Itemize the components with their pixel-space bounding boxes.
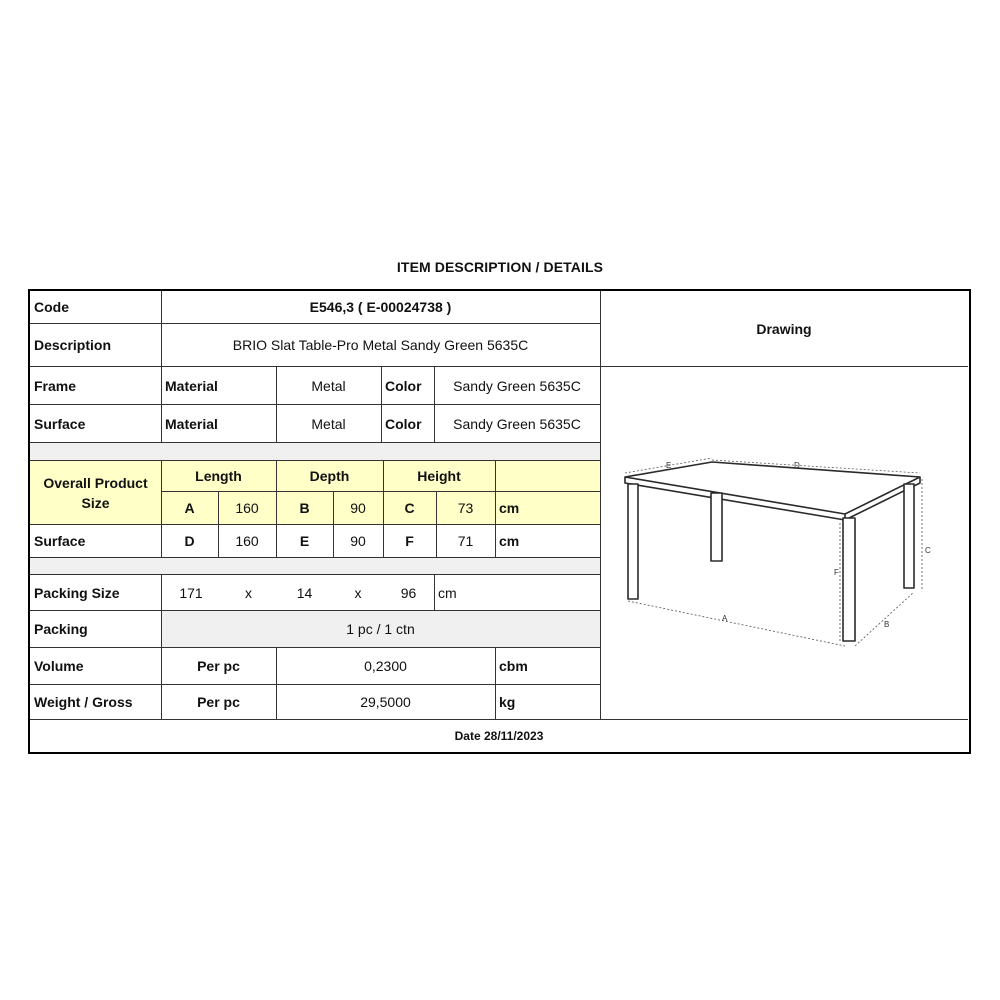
dim-b-letter: B [299, 500, 310, 516]
packing-size-unit: cm [438, 584, 457, 601]
frame-color-value: Sandy Green 5635C [453, 377, 581, 394]
code-label: Code [34, 299, 69, 315]
surface-color-label: Color [385, 415, 422, 432]
drawing-letter-d: D [794, 461, 800, 470]
weight-value: 29,5000 [360, 694, 411, 710]
weight-per: Per pc [197, 694, 240, 710]
frame-color-label: Color [385, 377, 422, 394]
volume-unit: cbm [499, 658, 528, 674]
code-value: E546,3 ( E-00024738 ) [309, 299, 452, 315]
surface-label: Surface [34, 415, 86, 432]
page-title: ITEM DESCRIPTION / DETAILS [396, 259, 604, 275]
drawing-letter-b: B [884, 620, 890, 629]
surface-dims-unit: cm [499, 533, 520, 549]
dim-d-value: 160 [235, 533, 259, 549]
table-drawing [600, 367, 968, 718]
volume-value: 0,2300 [364, 658, 407, 674]
packing-height: 96 [400, 584, 417, 601]
volume-label: Volume [34, 658, 84, 674]
drawing-label: Drawing [756, 320, 812, 337]
packing-x1: x [245, 584, 252, 601]
frame-material-label: Material [165, 377, 218, 394]
length-header: Length [195, 468, 242, 484]
surface-color-value: Sandy Green 5635C [453, 415, 581, 432]
packing-x2: x [354, 584, 362, 601]
height-header: Height [417, 468, 461, 484]
spacer-band [30, 443, 600, 461]
dim-f-value: 71 [457, 533, 474, 549]
packing-length: 171 [179, 584, 203, 601]
surface-material-value: Metal [311, 415, 346, 432]
dim-d-letter: D [184, 533, 195, 549]
dim-e-letter: E [299, 533, 310, 549]
dim-b-value: 90 [350, 500, 366, 516]
surface-dims-label: Surface [34, 533, 86, 549]
packing-value: 1 pc / 1 ctn [346, 621, 415, 637]
packing-width: 14 [296, 584, 313, 601]
description-label: Description [34, 337, 112, 353]
surface-material-label: Material [165, 415, 218, 432]
frame-label: Frame [34, 377, 77, 394]
dim-a-letter: A [184, 500, 195, 516]
date-footer: Date 28/11/2023 [454, 728, 544, 743]
weight-unit: kg [499, 694, 516, 710]
packing-label: Packing [34, 621, 88, 637]
drawing-letter-e: E [666, 461, 672, 470]
dim-c-letter: C [404, 500, 415, 516]
dim-e-value: 90 [350, 533, 366, 549]
overall-unit: cm [499, 500, 520, 516]
dim-f-letter: F [405, 533, 414, 549]
drawing-letter-f: F [834, 568, 839, 577]
overall-size-label [30, 461, 161, 524]
dim-a-value: 160 [235, 500, 259, 516]
dim-c-value: 73 [457, 500, 474, 516]
weight-label: Weight / Gross [34, 694, 133, 710]
drawing-letter-c: C [925, 546, 931, 555]
frame-material-value: Metal [311, 377, 346, 394]
description-value: BRIO Slat Table-Pro Metal Sandy Green 5635C [232, 337, 529, 353]
drawing-letter-a: A [722, 614, 728, 623]
volume-per: Per pc [197, 658, 240, 674]
overall-size-text: Overall Product Size [43, 474, 148, 511]
spacer-band-2 [30, 558, 600, 575]
packing-size-label: Packing Size [34, 584, 120, 601]
depth-header: Depth [309, 468, 350, 484]
